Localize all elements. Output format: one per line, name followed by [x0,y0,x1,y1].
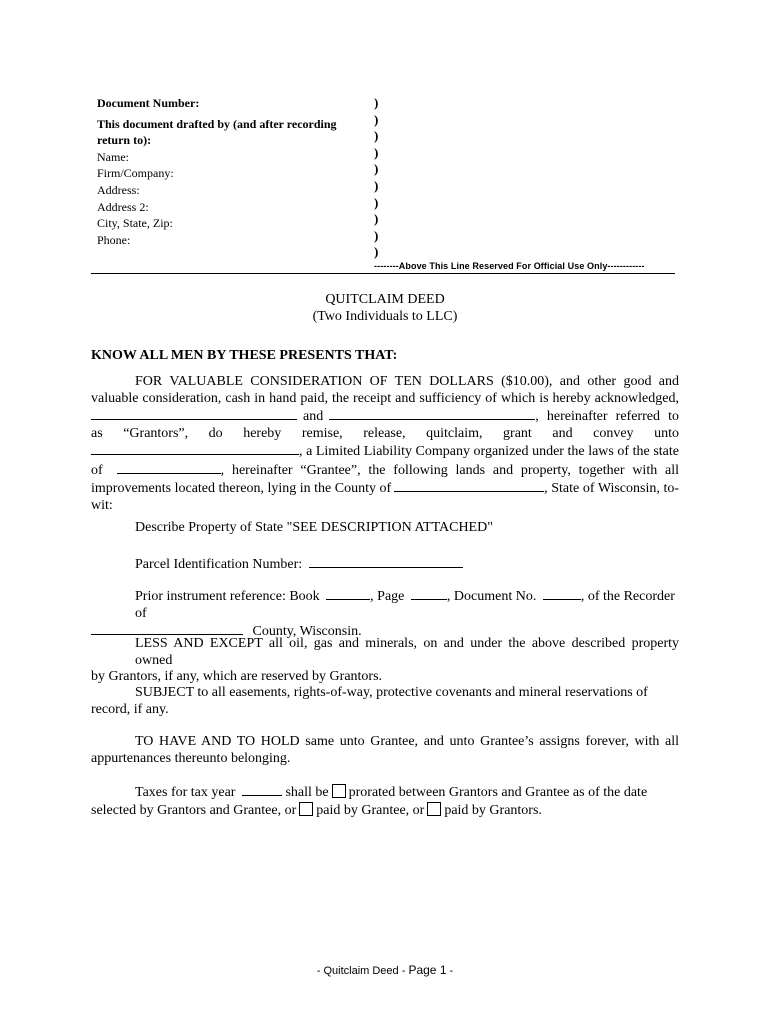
para-line: FOR VALUABLE CONSIDERATION OF TEN DOLLARS ($10.00), and other good and [135,374,679,389]
paid-by-grantee-text: paid by Grantee, or [316,802,425,818]
property-description: Describe Property of State "SEE DESCRIPTION ATTACHED" [135,520,493,535]
bracket: ) [374,128,379,144]
return-to-label: return to): [97,133,152,148]
bracket: ) [374,194,379,210]
name-label: Name: [97,149,129,164]
tax-year-blank[interactable] [242,783,282,796]
para-line: valuable consideration, cash in hand paid, the receipt and sufficiency of which is hereby acknowledged, [91,390,679,406]
prorated-checkbox[interactable] [332,784,346,798]
know-all-heading: KNOW ALL MEN BY THESE PRESENTS THAT: [91,348,398,363]
taxes-line-2 [91,802,679,820]
tax-year-label: Taxes for tax year [135,785,236,800]
recorder-text: , of the Recorder of [135,589,675,621]
header-divider [91,273,675,274]
prior-line-1 [91,587,679,622]
book-blank[interactable] [326,587,370,600]
drafted-by-label: This document drafted by (and after recording [97,116,337,131]
address-2-label: Address 2: [97,199,149,214]
bracket: ) [374,111,379,127]
shall-be-text: shall be [285,785,329,800]
paid-by-grantee-checkbox[interactable] [299,802,313,816]
and-text: and [303,409,324,424]
state-blank[interactable] [117,461,221,474]
bracket: ) [374,227,379,243]
bracket: ) [374,211,379,227]
county-wisconsin-text: County, Wisconsin. [252,624,362,639]
prior-instrument-paragraph [91,587,679,641]
state-wisconsin-text: , State of Wisconsin, to- [544,481,679,496]
referred-text: , hereinafter referred to [535,409,679,424]
page-blank[interactable] [411,587,447,600]
bracket: ) [374,177,379,193]
footer-doc-name: - Quitclaim Deed - [316,965,409,977]
firm-company-label: Firm/Company: [97,166,174,181]
parcel-line [91,555,679,574]
paid-by-grantors-text: paid by Grantors. [444,802,542,818]
city-state-zip-label: City, State, Zip: [97,216,173,231]
page-label: , Page [370,589,405,604]
bracket: ) [374,95,379,110]
grantors-line [91,407,679,426]
paid-by-grantors-checkbox[interactable] [427,802,441,816]
taxes-paragraph [91,783,679,819]
bracket: ) [374,144,379,160]
subject-to-paragraph [91,685,679,718]
footer-dash: - [446,965,454,977]
of-text: of [91,462,103,478]
book-label: Prior instrument reference: Book [135,589,320,604]
recorder-county-blank[interactable] [91,622,243,635]
footer-page-number: Page 1 [408,963,447,977]
para-line: appurtenances thereunto belonging. [91,750,291,766]
document-number-label: Document Number: [97,96,200,110]
deed-subtitle: (Two Individuals to LLC) [312,309,458,324]
para-line: TO HAVE AND TO HOLD same unto Grantee, and unto Grantee’s assigns forever, with all [135,734,679,749]
para-line: as “Grantors”, do hereby remise, release, quitclaim, grant and convey unto [91,425,679,441]
taxes-line-1 [91,783,679,802]
grantor-1-blank[interactable] [91,407,297,420]
deed-title: QUITCLAIM DEED [325,292,445,307]
document-no-label: , Document No. [446,589,537,604]
bracket: ) [374,244,379,260]
state-line [91,461,679,480]
improvements-text: improvements located thereon, lying in the County of [91,481,392,496]
parcel-number-blank[interactable] [309,555,463,568]
para-line: by Grantors, if any, which are reserved by Grantors. [91,669,383,684]
page-footer [0,963,770,977]
selected-text: selected by Grantors and Grantee, or [91,802,297,818]
para-line: LESS AND EXCEPT all oil, gas and minerals, on and under the above described property owned [135,636,679,668]
document-no-blank[interactable] [543,587,581,600]
grantor-2-blank[interactable] [329,407,535,420]
address-label: Address: [97,182,140,197]
bracket-column [374,95,378,261]
reserved-line-text: --------Above This Line Reserved For Official Use Only------------ [374,261,645,271]
phone-label: Phone: [97,232,131,247]
para-line: wit: [91,497,113,513]
grantee-line [91,442,679,461]
recording-info-block [97,95,367,248]
para-line: SUBJECT to all easements, rights-of-way, protective covenants and mineral reservations of [135,685,648,700]
para-line: record, if any. [91,701,169,717]
grantee-name-blank[interactable] [91,442,299,455]
llc-text: , a Limited Liability Company organized under the laws of the state [299,444,679,459]
grantee-text: , hereinafter “Grantee”, the following lands and property, together with all [220,462,679,478]
habendum-paragraph [91,734,679,767]
less-except-paragraph [91,636,679,686]
county-blank[interactable] [394,479,544,492]
parcel-label: Parcel Identification Number: [135,557,303,572]
county-line [91,479,679,498]
conveyance-paragraph [91,374,679,514]
bracket: ) [374,161,379,177]
prorated-text: prorated between Grantors and Grantee as of the date [348,785,648,800]
